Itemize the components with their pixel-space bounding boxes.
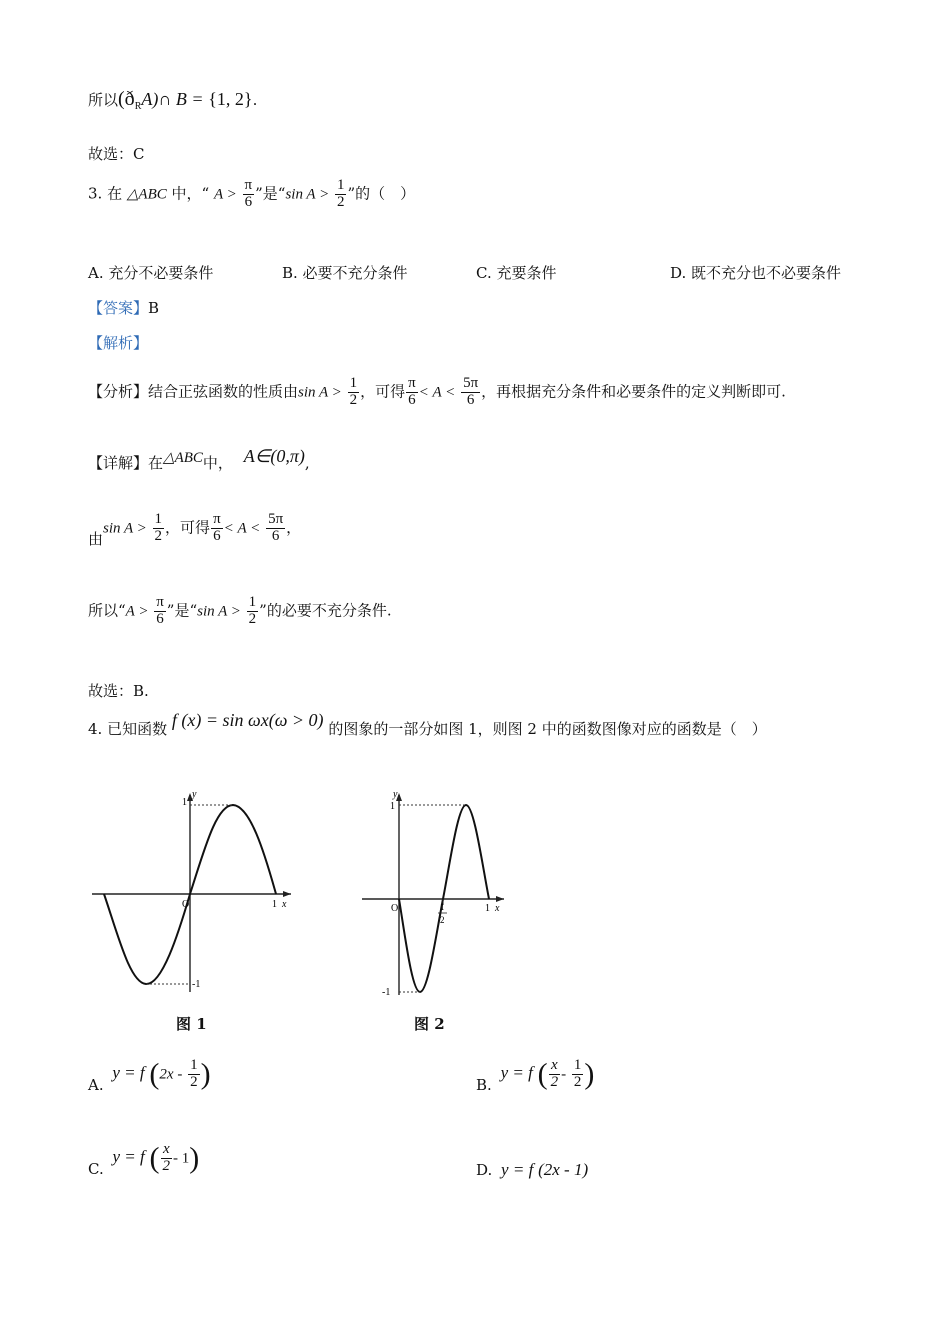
- tick-1: 1: [390, 801, 395, 812]
- five-pi-over-6-fraction: $\frac{5\pi}{6}$: [268, 511, 284, 544]
- option-inner: 2x -: [159, 1066, 183, 1083]
- option-expr: y = f: [501, 1160, 534, 1179]
- q3-tail: ”的（ ）: [347, 184, 416, 203]
- option-tail: - 1: [173, 1150, 190, 1167]
- fenxi-label: 【分析】: [88, 382, 149, 401]
- right-paren: ): [189, 1141, 200, 1175]
- xiangjie-line: [88, 446, 310, 473]
- figure-1-caption: 图 1: [176, 1015, 207, 1033]
- q3-text-2: ”是“: [255, 184, 286, 203]
- option-label: D.: [476, 1161, 493, 1179]
- complement-expr: (ð: [118, 88, 135, 110]
- sin-a-gt: sin A >: [298, 384, 342, 401]
- sin-a-gt: sin A >: [103, 520, 147, 537]
- triangle-abc: △ABC: [163, 450, 203, 466]
- answer-line: [88, 297, 159, 318]
- cond1-left: A >: [125, 603, 149, 620]
- pi-over-6-fraction: $\frac{\pi}{6}$: [408, 375, 416, 408]
- tick-neg1: -1: [192, 979, 201, 990]
- option-label: C.: [88, 1160, 104, 1179]
- left-paren: (: [149, 1057, 160, 1091]
- period: .: [252, 91, 258, 109]
- x-over-2-fraction: $\frac{x}{2}$: [550, 1057, 559, 1090]
- q3-number: 3. 在: [88, 184, 123, 203]
- half-fraction: $\frac{1}{2}$: [190, 1057, 198, 1090]
- result-set: {1, 2}: [208, 89, 253, 109]
- complement-subscript: R: [134, 101, 142, 112]
- q3-option-b[interactable]: B. 必要不充分条件: [282, 264, 408, 282]
- analysis-label: 【解析】: [88, 334, 149, 352]
- suoyi-text: 所以“: [88, 601, 126, 620]
- half-fraction: $\frac{1}{2}$: [248, 594, 257, 627]
- you-text: 由: [88, 530, 104, 549]
- q3-final: 故选：B.: [88, 682, 149, 700]
- fenxi-line: [88, 376, 786, 409]
- triangle-abc: △ABC: [126, 186, 167, 203]
- a-range: A∈(0,π): [243, 446, 305, 466]
- sin-a-gt: sin A >: [197, 603, 241, 620]
- xiangjie-zhong: 中，: [202, 454, 233, 472]
- cond1-left: A >: [213, 186, 237, 203]
- pi-over-6-fraction: $\frac{\pi}{6}$: [156, 594, 164, 627]
- five-pi-over-6-fraction: $\frac{5\pi}{6}$: [463, 375, 479, 408]
- x-axis-arrow: [496, 896, 504, 902]
- q3-option-c[interactable]: C. 充要条件: [476, 264, 557, 282]
- right-paren: ): [584, 1057, 595, 1091]
- q3-stem: [88, 178, 415, 211]
- lt-a-lt: < A <: [223, 520, 261, 537]
- comma: ，: [286, 518, 302, 537]
- pi-over-6-fraction: $\frac{\pi}{6}$: [213, 511, 221, 544]
- x-over-2-fraction: $\frac{x}{2}$: [162, 1141, 171, 1174]
- previous-result-line: [88, 88, 257, 112]
- figure-2-graph: [358, 785, 508, 1000]
- kede-text: ，可得: [165, 518, 211, 537]
- origin-label: O: [391, 903, 399, 914]
- q3-text: 中，“: [171, 184, 210, 203]
- half-fraction: $\frac{1}{2}$: [336, 177, 345, 210]
- xiangjie-label: 【详解】: [88, 454, 149, 472]
- tick-half-den: 2: [440, 915, 445, 925]
- option-expr: y = f: [112, 1063, 145, 1083]
- q4-function: f (x) = sin ωx(ω > 0): [171, 710, 324, 730]
- axis-x-label: x: [282, 899, 287, 910]
- axis-x-label: x: [495, 903, 500, 914]
- pi-over-6-fraction: $\frac{\pi}{6}$: [244, 177, 253, 210]
- option-label: A.: [88, 1076, 104, 1095]
- tick-x-1: 1: [485, 903, 490, 914]
- q4-option-c[interactable]: [88, 1141, 200, 1179]
- axis-y-label: y: [192, 789, 197, 800]
- tick-1: 1: [182, 797, 187, 808]
- fenxi-text: 结合正弦函数的性质由: [148, 382, 299, 401]
- fenxi-text-2: ，可得: [360, 382, 406, 401]
- x-axis-arrow: [283, 891, 291, 897]
- prefix-text: 所以: [88, 91, 119, 109]
- fenxi-text-3: ，再根据充分条件和必要条件的定义判断即可.: [481, 382, 786, 401]
- tick-half-num: 1: [440, 902, 445, 912]
- q4-option-a[interactable]: [88, 1057, 211, 1095]
- q4-suffix: 的图象的一部分如图 1，则图 2 中的函数图像对应的函数是（ ）: [328, 720, 767, 738]
- lt-a-lt: < A <: [418, 384, 456, 401]
- answer-label: 【答案】: [88, 299, 149, 317]
- conclusion-line: [88, 595, 392, 628]
- minus: -: [561, 1066, 567, 1083]
- figure-1-graph: [88, 785, 298, 1000]
- q3-option-a[interactable]: A. 充分不必要条件: [88, 264, 214, 282]
- q3-option-d[interactable]: D. 既不充分也不必要条件: [670, 264, 842, 282]
- axis-y-label: y: [393, 789, 398, 800]
- q4-prefix: 4. 已知函数: [88, 720, 168, 738]
- tick-x-1: 1: [272, 899, 277, 910]
- figure-2-caption: 图 2: [414, 1015, 445, 1033]
- conclusion-text: ”的必要不充分条件.: [259, 601, 392, 620]
- origin-label: O: [182, 899, 190, 910]
- left-paren: (: [149, 1141, 160, 1175]
- option-inner: (2x - 1): [538, 1160, 589, 1179]
- answer-value: B: [148, 299, 160, 317]
- comma: ,: [304, 454, 310, 472]
- you-line: [88, 511, 302, 549]
- option-label: B.: [476, 1076, 492, 1095]
- prev-answer: 故选：C: [88, 145, 145, 163]
- half-fraction: $\frac{1}{2}$: [154, 511, 163, 544]
- tick-neg1: -1: [382, 987, 391, 998]
- right-paren: ): [200, 1057, 211, 1091]
- option-expr: y = f: [500, 1063, 533, 1083]
- cond2-left: sin A >: [285, 186, 330, 203]
- shi-text: ”是“: [166, 601, 198, 620]
- option-expr: y = f: [112, 1147, 145, 1167]
- q4-option-b[interactable]: [476, 1057, 595, 1095]
- q4-option-d[interactable]: [476, 1160, 588, 1180]
- intersection-expr: A)∩ B =: [141, 89, 204, 109]
- half-fraction: $\frac{1}{2}$: [573, 1057, 582, 1090]
- xiangjie-in: 在: [148, 454, 164, 472]
- q4-stem: [88, 710, 767, 739]
- half-fraction: $\frac{1}{2}$: [349, 375, 358, 408]
- left-paren: (: [537, 1057, 548, 1091]
